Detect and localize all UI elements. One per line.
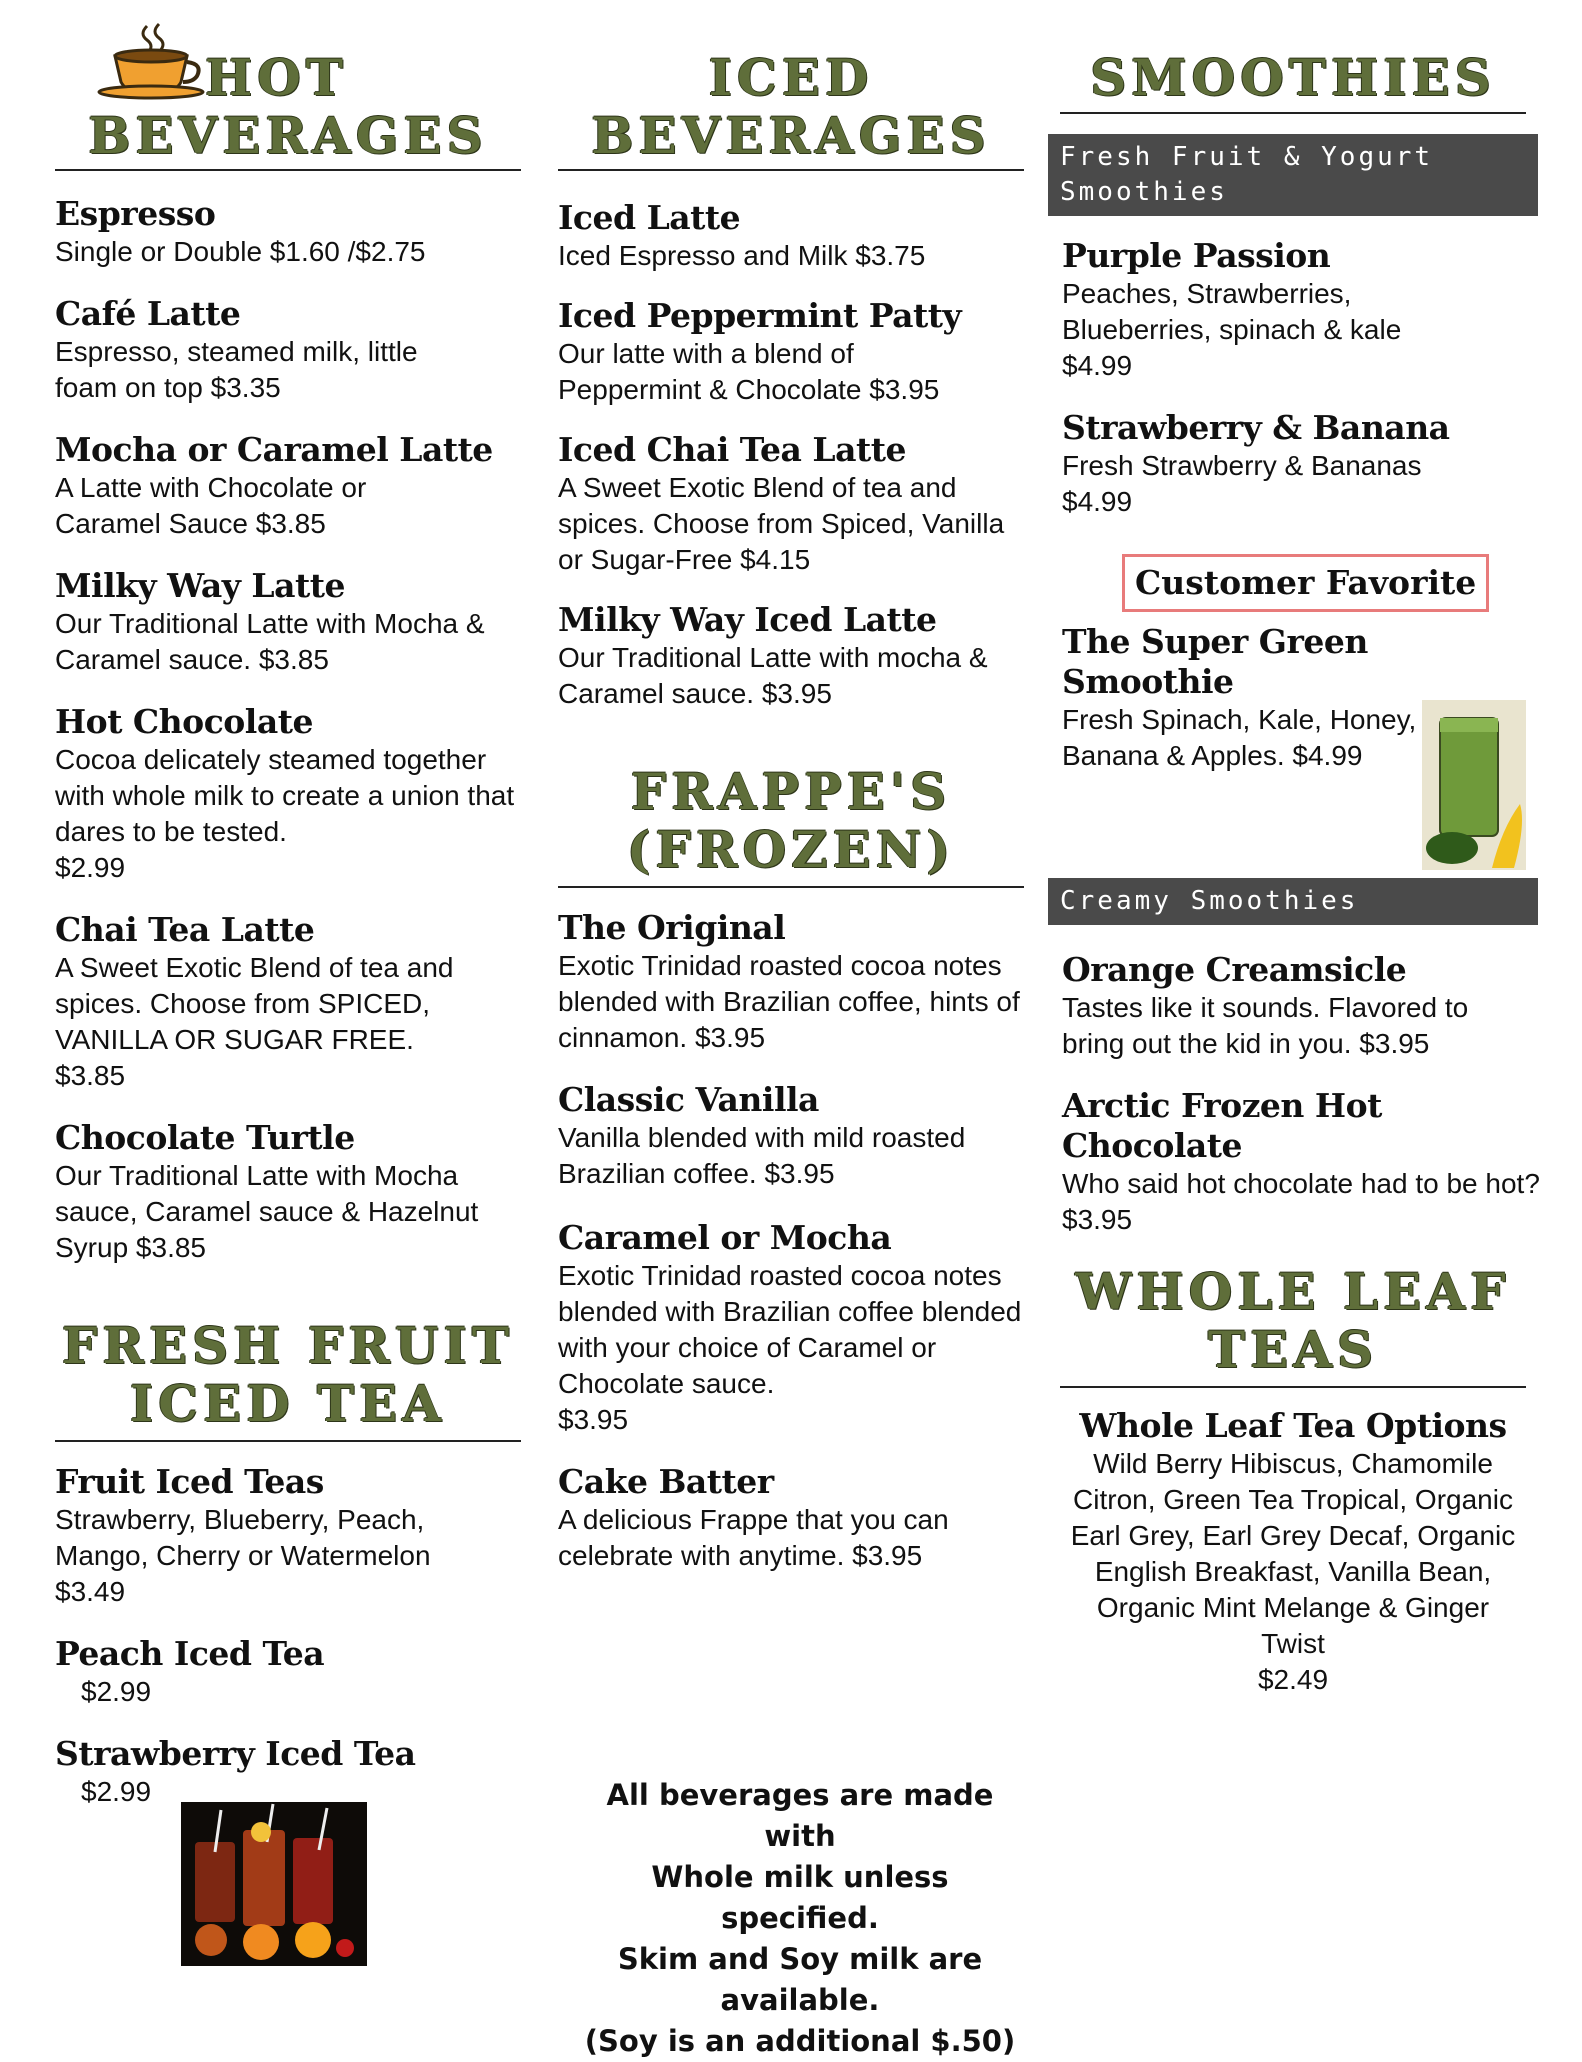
hot-beverages-title-line2: BEVERAGES <box>88 106 488 165</box>
item-name: Café Latte <box>55 294 241 333</box>
item-name: Cake Batter <box>558 1462 774 1501</box>
item-desc: Peaches, Strawberries, Blueberries, spinach & kale <box>1062 278 1402 345</box>
item-name: Arctic Frozen Hot Chocolate <box>1062 1086 1382 1165</box>
item-name: Espresso <box>55 194 216 233</box>
menu-item <box>558 600 1024 712</box>
item-name: Milky Way Latte <box>55 566 345 605</box>
milk-note <box>570 1775 1030 2062</box>
menu-item <box>1062 950 1538 1062</box>
fruit-yogurt-smoothies-bar: Fresh Fruit & Yogurt Smoothies <box>1048 134 1538 216</box>
item-name: Purple Passion <box>1062 236 1331 275</box>
fresh-fruit-iced-tea-title-line2: ICED TEA <box>129 1374 447 1433</box>
item-desc: Our Traditional Latte with Mocha & Caramel sauce. $3.85 <box>55 608 485 675</box>
item-desc: Single or Double $1.60 /$2.75 <box>55 236 426 267</box>
iced-tea-photo <box>181 1802 367 1966</box>
item-desc: Our Traditional Latte with mocha & Caramel sauce. $3.95 <box>558 642 988 709</box>
item-desc: Vanilla blended with mild roasted Brazilian coffee. $3.95 <box>558 1122 966 1189</box>
menu-item <box>55 1462 521 1610</box>
menu-item <box>55 194 521 270</box>
item-desc: Exotic Trinidad roasted cocoa notes blended with Brazilian coffee, hints of cinnamon. $3.95 <box>558 950 1020 1053</box>
menu-item <box>1062 408 1538 520</box>
coffee-cup-icon <box>95 20 215 100</box>
item-name: Peach Iced Tea <box>55 1634 325 1673</box>
item-name: Mocha or Caramel Latte <box>55 430 493 469</box>
item-price: $3.49 <box>55 1576 126 1607</box>
item-desc: Who said hot chocolate had to be hot? $3.95 <box>1062 1168 1540 1235</box>
menu-item <box>558 198 1024 274</box>
item-desc: Cocoa delicately steamed together with whole milk to create a union that dares to be tested. <box>55 744 515 847</box>
iced-beverages-title-line2: BEVERAGES <box>591 106 991 165</box>
item-desc: Exotic Trinidad roasted cocoa notes blended with Brazilian coffee blended with your choice of Caramel or Chocolate sauce. <box>558 1260 1022 1399</box>
divider <box>558 886 1024 888</box>
item-desc: A delicious Frappe that you can celebrate with anytime. $3.95 <box>558 1504 949 1571</box>
item-name: Milky Way Iced Latte <box>558 600 937 639</box>
item-desc: A Sweet Exotic Blend of tea and spices. Choose from SPICED, VANILLA OR SUGAR FREE. <box>55 952 454 1055</box>
item-name: Iced Peppermint Patty <box>558 296 962 335</box>
item-desc: Fresh Strawberry & Bananas <box>1062 450 1422 481</box>
item-name: Chocolate Turtle <box>55 1118 355 1157</box>
menu-item <box>1062 236 1538 384</box>
item-price: $4.99 <box>1062 486 1133 517</box>
item-name: Strawberry Iced Tea <box>55 1734 416 1773</box>
item-price: $2.99 <box>55 852 126 883</box>
note-line: Whole milk unless specified. <box>651 1860 949 1935</box>
item-desc: Our latte with a blend of Peppermint & Chocolate $3.95 <box>558 338 940 405</box>
item-name: The Original <box>558 908 786 947</box>
item-price: $3.95 <box>558 1404 629 1435</box>
note-line: Skim and Soy milk are available. <box>617 1942 983 2017</box>
item-price: $2.49 <box>1257 1664 1329 1695</box>
menu-item <box>558 430 1024 578</box>
menu-item <box>55 294 521 406</box>
item-name: The Super Green Smoothie <box>1062 622 1368 701</box>
item-desc: Tastes like it sounds. Flavored to bring out the kid in you. $3.95 <box>1062 992 1469 1059</box>
item-name: Orange Creamsicle <box>1062 950 1407 989</box>
menu-item <box>1062 1086 1538 1238</box>
creamy-smoothies-bar: Creamy Smoothies <box>1048 878 1538 925</box>
item-desc: Strawberry, Blueberry, Peach, Mango, Cherry or Watermelon <box>55 1504 431 1571</box>
fresh-fruit-iced-tea-title: FRESH FRUIT <box>61 1316 515 1375</box>
item-desc: Our Traditional Latte with Mocha sauce, Caramel sauce & Hazelnut Syrup $3.85 <box>55 1160 479 1263</box>
item-desc: Espresso, steamed milk, little foam on top $3.35 <box>55 336 418 403</box>
menu-item <box>558 908 1024 1056</box>
item-desc: A Sweet Exotic Blend of tea and spices. Choose from Spiced, Vanilla or Sugar-Free $4.15 <box>558 472 1005 575</box>
item-price: $2.99 <box>81 1676 152 1707</box>
item-name: Iced Latte <box>558 198 741 237</box>
menu-item <box>55 1118 521 1266</box>
menu-item <box>558 1080 1024 1192</box>
menu-item <box>55 910 521 1094</box>
divider <box>55 1440 521 1442</box>
divider <box>1060 1386 1526 1388</box>
note-line: All beverages are made with <box>606 1778 994 1853</box>
item-name: Iced Chai Tea Latte <box>558 430 906 469</box>
divider <box>1060 112 1526 114</box>
divider <box>558 169 1024 171</box>
item-price: $3.85 <box>55 1060 126 1091</box>
whole-leaf-teas-title: WHOLE LEAF <box>1075 1262 1511 1321</box>
item-price: $2.99 <box>81 1776 152 1807</box>
item-name: Caramel or Mocha <box>558 1218 892 1257</box>
item-name: Chai Tea Latte <box>55 910 315 949</box>
iced-beverages-title: ICED <box>708 48 874 107</box>
whole-leaf-teas-title-line2: TEAS <box>1207 1320 1379 1379</box>
item-name: Whole Leaf Tea Options <box>1079 1406 1507 1445</box>
frappes-title-line2: (FROZEN) <box>626 820 956 879</box>
menu-item <box>55 1634 521 1710</box>
menu-item <box>55 430 521 542</box>
menu-item <box>55 702 521 886</box>
smoothies-title: SMOOTHIES <box>1090 48 1496 107</box>
item-desc: Fresh Spinach, Kale, Honey, <box>1062 704 1417 735</box>
divider <box>55 169 521 171</box>
item-name: Hot Chocolate <box>55 702 313 741</box>
tea-options <box>1060 1406 1526 1698</box>
customer-favorite-badge: Customer Favorite <box>1122 554 1489 612</box>
item-name: Classic Vanilla <box>558 1080 819 1119</box>
menu-item <box>558 1218 1024 1438</box>
item-name: Fruit Iced Teas <box>55 1462 324 1501</box>
item-desc: Iced Espresso and Milk $3.75 <box>558 240 926 271</box>
item-name: Strawberry & Banana <box>1062 408 1450 447</box>
item-desc: Wild Berry Hibiscus, Chamomile Citron, Green Tea Tropical, Organic Earl Grey, Earl Grey Decaf, Organic English Breakfast, Vanilla Bean, Organic Mint Melange & Ginger Twist <box>1070 1448 1516 1659</box>
item-desc: A Latte with Chocolate or Caramel Sauce $3.85 <box>55 472 367 539</box>
menu-item <box>558 296 1024 408</box>
menu-item <box>558 1462 1024 1574</box>
frappes-title: FRAPPE'S <box>630 762 952 821</box>
item-price: $4.99 <box>1062 350 1133 381</box>
note-line: (Soy is an additional $.50) <box>584 2024 1016 2058</box>
hot-beverages-title: HOT <box>205 48 349 107</box>
item-desc: Banana & Apples. $4.99 <box>1062 740 1363 771</box>
menu-item <box>55 566 521 678</box>
menu-item <box>55 1734 521 1810</box>
green-smoothie-photo <box>1422 700 1526 870</box>
